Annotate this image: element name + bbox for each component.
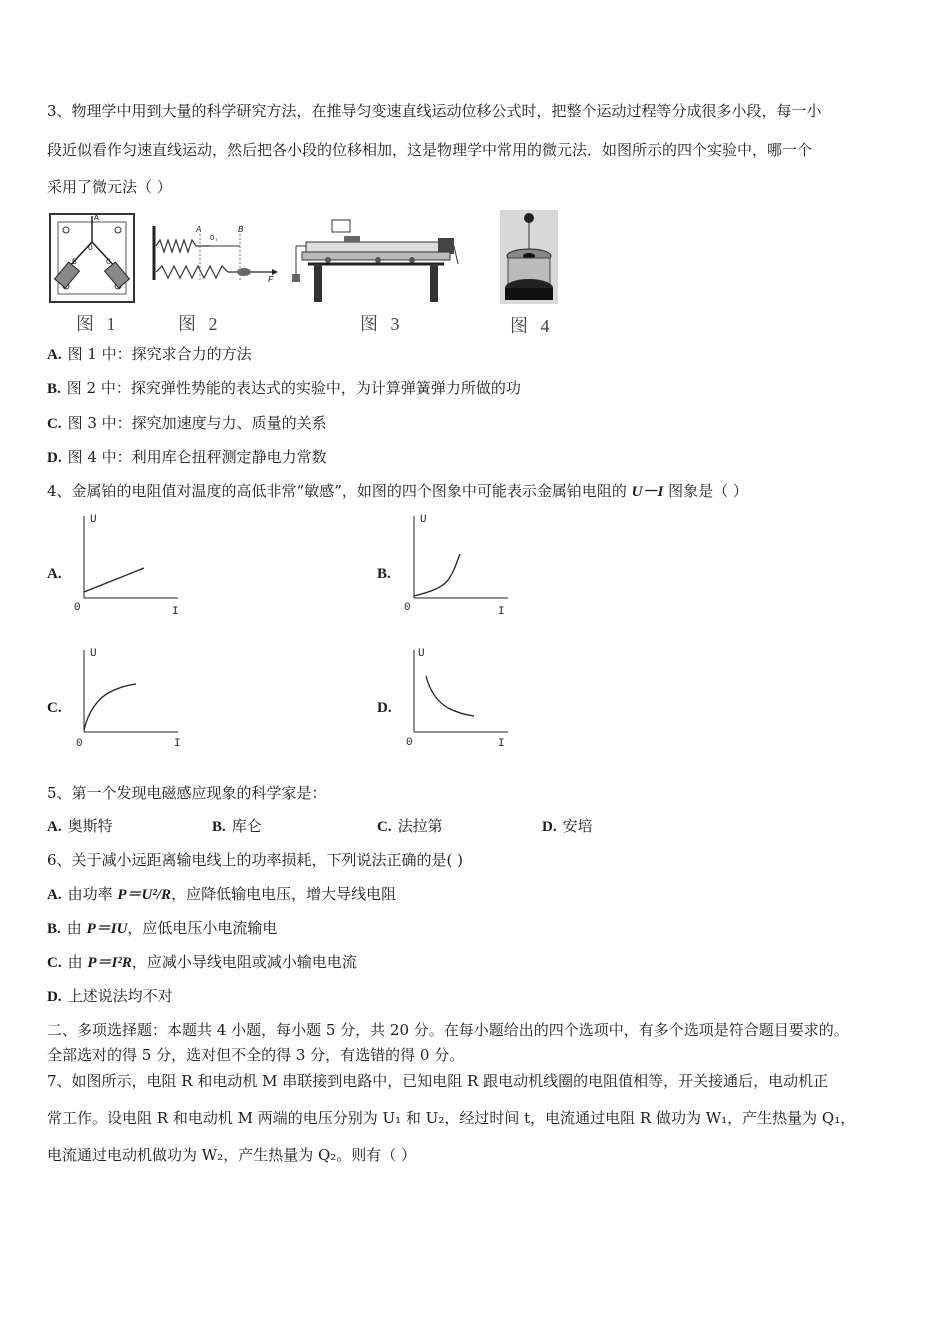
q5-option-c-letter: C. (377, 819, 392, 835)
q4-graph-b-x-label: I (498, 606, 505, 618)
q4-option-c-letter[interactable]: C. (47, 700, 62, 716)
q4-graph-a-y-label: U (90, 514, 97, 526)
q5-option-a-letter: A. (47, 819, 62, 835)
q6-option-a-letter: A. (47, 887, 62, 903)
q3-stem-line-2: 段近似看作匀速直线运动，然后把各小段的位移相加，这是物理学中常用的微元法．如图所示的四个实验中，哪一个 (47, 141, 813, 159)
q4-graph-c-y-label: U (90, 648, 97, 660)
figure-2-label: 图 2 (178, 314, 222, 334)
svg-text:B: B (72, 258, 77, 267)
q4-option-a-letter[interactable]: A. (47, 566, 62, 582)
q5-option-b-letter: B. (212, 819, 226, 835)
q6-option-c-pre: 由 (67, 953, 83, 971)
q6-option-d[interactable] (47, 986, 173, 1007)
q3-stem-line-3: 采用了微元法（ ） (47, 178, 172, 196)
q6-option-b-formula: P＝IU (86, 921, 128, 937)
q5-option-d-text: 安培 (562, 817, 593, 835)
q6-option-a[interactable] (47, 884, 396, 905)
q4-stem (47, 481, 748, 502)
q4-option-d-letter[interactable]: D. (377, 700, 392, 716)
figure-2-point-b: B (238, 225, 244, 235)
figure-2-point-o1: O₁ (210, 235, 219, 243)
q3-option-a-text: 图 1 中：探究求合力的方法 (67, 345, 252, 363)
q4-stem-pre: 4、金属铂的电阻值对温度的高低非常“敏感”，如图的四个图象中可能表示金属铂电阻的 (47, 482, 627, 500)
q6-option-b-post: ，应低电压小电流输电 (127, 919, 278, 937)
q3-option-a-letter: A. (47, 347, 62, 363)
svg-text:C: C (106, 258, 111, 267)
q4-option-b-letter[interactable]: B. (377, 566, 391, 582)
q6-option-c-letter: C. (47, 955, 62, 971)
q5-options-row (47, 816, 747, 836)
figure-4-label: 图 4 (510, 316, 554, 336)
q6-option-a-post: ，应降低输电电压，增大导线电阻 (171, 885, 397, 903)
q6-option-a-pre: 由功率 (67, 885, 113, 903)
svg-text:A: A (94, 214, 99, 223)
q3-option-a[interactable] (47, 344, 252, 365)
q4-graph-d-origin: 0 (406, 737, 413, 749)
q6-option-c-post: ，应减小导线电阻或减小输电电流 (131, 953, 357, 971)
q4-graph-a-x-label: I (172, 606, 179, 618)
q7-stem-line-2: 常工作。设电阻 R 和电动机 M 两端的电压分别为 U₁ 和 U₂，经过时间 t，电流通过电阻 R 做功为 W₁，产生热量为 Q₁， (47, 1109, 856, 1127)
q7-stem-line-1: 7、如图所示，电阻 R 和电动机 M 串联接到电路中，已知电阻 R 跟电动机线圈的电阻值相等，开关接通后，电动机正 (47, 1072, 829, 1090)
q5-option-d-letter: D. (542, 819, 557, 835)
q4-graph-b-origin: 0 (404, 602, 411, 614)
q6-option-b-letter: B. (47, 921, 61, 937)
q5-option-a-text: 奥斯特 (67, 817, 113, 835)
figure-3-label: 图 3 (360, 314, 404, 334)
figure-1-diagram (48, 212, 136, 304)
section-2-heading-line-1: 二、多项选择题：本题共 4 小题，每小题 5 分，共 20 分。在每小题给出的四个选项中，有多个选项是符合题目要求的。 (47, 1021, 849, 1039)
q4-graph-d[interactable] (400, 642, 520, 754)
figure-4-torsion-balance (500, 210, 558, 304)
q3-option-b-letter: B. (47, 381, 61, 397)
figure-1-label: 图 1 (76, 314, 120, 334)
figure-3-diagram (288, 218, 460, 304)
q3-option-b-text: 图 2 中：探究弹性势能的表达式的实验中，为计算弹簧弹力所做的功 (66, 379, 521, 397)
q4-stem-post: 图象是（ ） (668, 482, 748, 500)
q5-option-c-text: 法拉第 (397, 817, 443, 835)
q4-graph-c-origin: 0 (76, 738, 83, 750)
q6-stem: 6、关于减小远距离输电线上的功率损耗，下列说法正确的是( ) (47, 851, 464, 869)
q3-option-d-text: 图 4 中：利用库仑扭秤测定静电力常数 (67, 448, 327, 466)
q5-option-d[interactable] (542, 816, 593, 837)
q3-option-c-letter: C. (47, 416, 62, 432)
q5-option-a[interactable] (47, 816, 113, 837)
q4-graph-b[interactable] (400, 508, 520, 620)
q4-graph-d-x-label: I (498, 738, 505, 750)
q3-option-d[interactable] (47, 447, 327, 468)
q6-option-d-text: 上述说法均不对 (67, 987, 173, 1005)
q3-stem-line-1: 3、物理学中用到大量的科学研究方法，在推导匀变速直线运动位移公式时，把整个运动过程等分成很多小段，每一小 (47, 102, 822, 120)
q5-stem: 5、第一个发现电磁感应现象的科学家是： (47, 784, 327, 802)
q3-option-c[interactable] (47, 413, 327, 434)
q4-graph-a[interactable] (70, 508, 190, 620)
q5-option-b-text: 库仑 (231, 817, 262, 835)
q6-option-a-formula: P＝U²/R (117, 887, 172, 903)
q6-option-b-pre: 由 (66, 919, 82, 937)
q3-option-b[interactable] (47, 378, 521, 399)
q3-option-d-letter: D. (47, 450, 62, 466)
q6-option-c[interactable] (47, 952, 357, 973)
q3-option-c-text: 图 3 中：探究加速度与力、质量的关系 (67, 414, 327, 432)
q4-graph-b-y-label: U (420, 514, 427, 526)
q7-stem-line-3: 电流通过电动机做功为 W₂，产生热量为 Q₂。则有（ ） (47, 1146, 417, 1164)
q4-graph-d-y-label: U (418, 648, 425, 660)
figure-2-diagram (150, 222, 280, 284)
q5-option-b[interactable] (212, 816, 262, 837)
q4-graph-c-x-label: I (174, 738, 181, 750)
q5-option-c[interactable] (377, 816, 443, 837)
figure-2-force-f: F (268, 275, 274, 284)
q6-option-d-letter: D. (47, 989, 62, 1005)
q6-option-b[interactable] (47, 918, 277, 939)
q4-graph-a-origin: 0 (74, 602, 81, 614)
svg-text:O: O (88, 244, 93, 253)
section-2-heading-line-2: 全部选对的得 5 分，选对但不全的得 3 分，有选错的得 0 分。 (47, 1046, 465, 1064)
q4-graph-c[interactable] (70, 642, 190, 754)
q6-option-c-formula: P＝I²R (87, 955, 132, 971)
q4-stem-var: U－I (631, 484, 664, 500)
figure-2-point-a: A (196, 225, 202, 235)
